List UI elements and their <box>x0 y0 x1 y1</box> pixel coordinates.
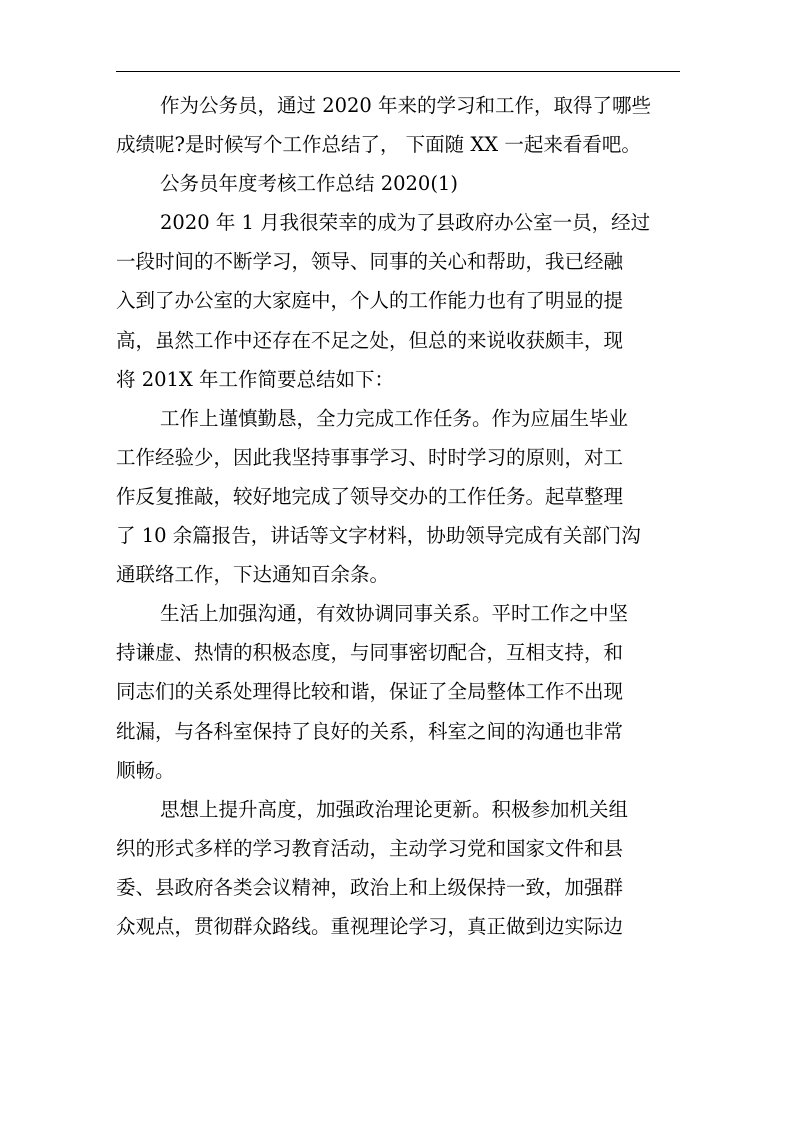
text-line: 纰漏，与各科室保持了良好的关系，科室之间的沟通也非常 <box>116 719 624 743</box>
text-line: 工作经验少，因此我坚持事事学习、时时学习的原则，对工 <box>116 445 624 469</box>
text-line: 作反复推敲，较好地完成了领导交办的工作任务。起草整理 <box>116 484 624 508</box>
text-line: 成绩呢?是时候写个工作总结了， 下面随 XX 一起来看看吧。 <box>116 133 641 157</box>
text-line: 思想上提升高度，加强政治理论更新。积极参加机关组 <box>160 797 629 821</box>
text-line: 织的形式多样的学习教育活动，主动学习党和国家文件和县 <box>116 836 624 860</box>
text-line: 通联络工作，下达通知百余条。 <box>116 563 390 587</box>
text-line: 持谦虚、热情的积极态度，与同事密切配合，互相支持，和 <box>116 641 624 665</box>
text-line: 一段时间的不断学习，领导、同事的关心和帮助，我已经融 <box>116 250 624 274</box>
header-rule <box>116 71 680 72</box>
text-line: 同志们的关系处理得比较和谐，保证了全局整体工作不出现 <box>116 680 624 704</box>
text-line: 高，虽然工作中还存在不足之处，但总的来说收获颇丰，现 <box>116 328 624 352</box>
text-line: 众观点，贯彻群众路线。重视理论学习，真正做到边实际边 <box>116 914 624 938</box>
text-line: 了 10 余篇报告，讲话等文字材料，协助领导完成有关部门沟 <box>116 524 641 548</box>
text-line: 将 201X 年工作简要总结如下： <box>116 367 394 391</box>
text-line: 作为公务员，通过 2020 年来的学习和工作，取得了哪些 <box>160 94 652 117</box>
section-heading: 公务员年度考核工作总结 2020(1) <box>160 172 458 196</box>
text-line: 委、县政府各类会议精神，政治上和上级保持一致，加强群 <box>116 875 624 899</box>
text-line: 生活上加强沟通，有效协调同事关系。平时工作之中坚 <box>160 602 629 626</box>
text-line: 工作上谨慎勤恳，全力完成工作任务。作为应届生毕业 <box>160 406 629 430</box>
document-body <box>116 86 680 946</box>
text-line: 顺畅。 <box>116 758 175 782</box>
text-line: 2020 年 1 月我很荣幸的成为了县政府办公室一员，经过 <box>160 211 651 235</box>
text-line: 入到了办公室的大家庭中，个人的工作能力也有了明显的提 <box>116 289 624 313</box>
